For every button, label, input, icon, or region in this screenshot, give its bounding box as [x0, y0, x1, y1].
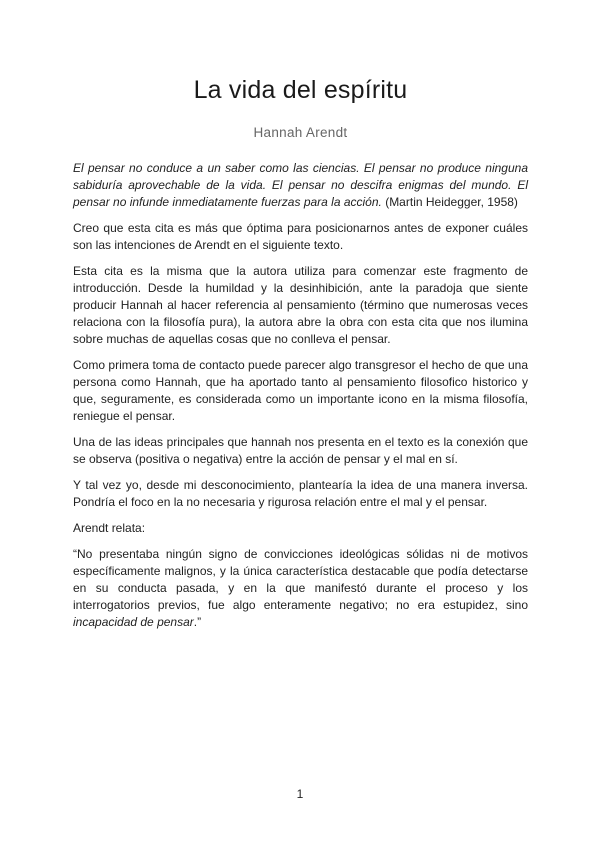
paragraph: Creo que esta cita es más que óptima para posicionarnos antes de exponer cuáles son las intenciones de Arendt en el siguiente texto.	[73, 221, 528, 252]
paragraph: Arendt relata:	[73, 521, 146, 535]
citation-text: “No presentaba ningún signo de convicciones ideológicas sólidas ni de motivos específicamente malignos, y la única característica destacable que podía detectarse en su conducta pasada, y en la que manifestó durante el proceso y los interrogatorios previos, fue algo enteramente negativo; no era estupidez, sino	[73, 547, 528, 612]
document-author: Hannah Arendt	[253, 125, 348, 140]
paragraph: Esta cita es la misma que la autora utiliza para comenzar este fragmento de introducción. Desde la humildad y la desinhibición, ante la paradoja que siente producir Hannah al hacer referencia al pensamiento (término que numerosas veces relaciona con la filosofía pura), la autora abre la obra con esta cita que nos ilumina sobre muchas de aquellas cosas que no conlleva el pensar.	[73, 264, 528, 346]
citation-closing: .”	[193, 615, 202, 629]
citation-emphasis: incapacidad de pensar	[73, 615, 194, 629]
paragraph: Como primera toma de contacto puede parecer algo transgresor el hecho de que una persona como Hannah, que ha aportado tanto al pensamiento filosofico historico y que, seguramente, es considerada como un importante icono en la misma filosofía, reniegue el pensar.	[73, 358, 528, 423]
citation	[73, 546, 528, 631]
page-number: 1	[296, 787, 304, 801]
epigraph	[73, 160, 528, 211]
paragraph: Y tal vez yo, desde mi desconocimiento, plantearía la idea de una manera inversa. Pondría el foco en la no necesaria y rigurosa relación entre el mal y el pensar.	[73, 478, 528, 509]
epigraph-quote: El pensar no conduce a un saber como las ciencias. El pensar no produce ninguna sabiduría aprovechable de la vida. El pensar no descifra enigmas del mundo. El pensar no infunde inmediatamente fuerzas para la acción.	[73, 161, 528, 209]
epigraph-attribution: (Martin Heidegger, 1958)	[381, 195, 518, 209]
paragraph: Una de las ideas principales que hannah nos presenta en el texto es la conexión que se observa (positiva o negativa) entre la acción de pensar y el mal en sí.	[73, 435, 528, 466]
document-title: La vida del espíritu	[193, 76, 408, 104]
